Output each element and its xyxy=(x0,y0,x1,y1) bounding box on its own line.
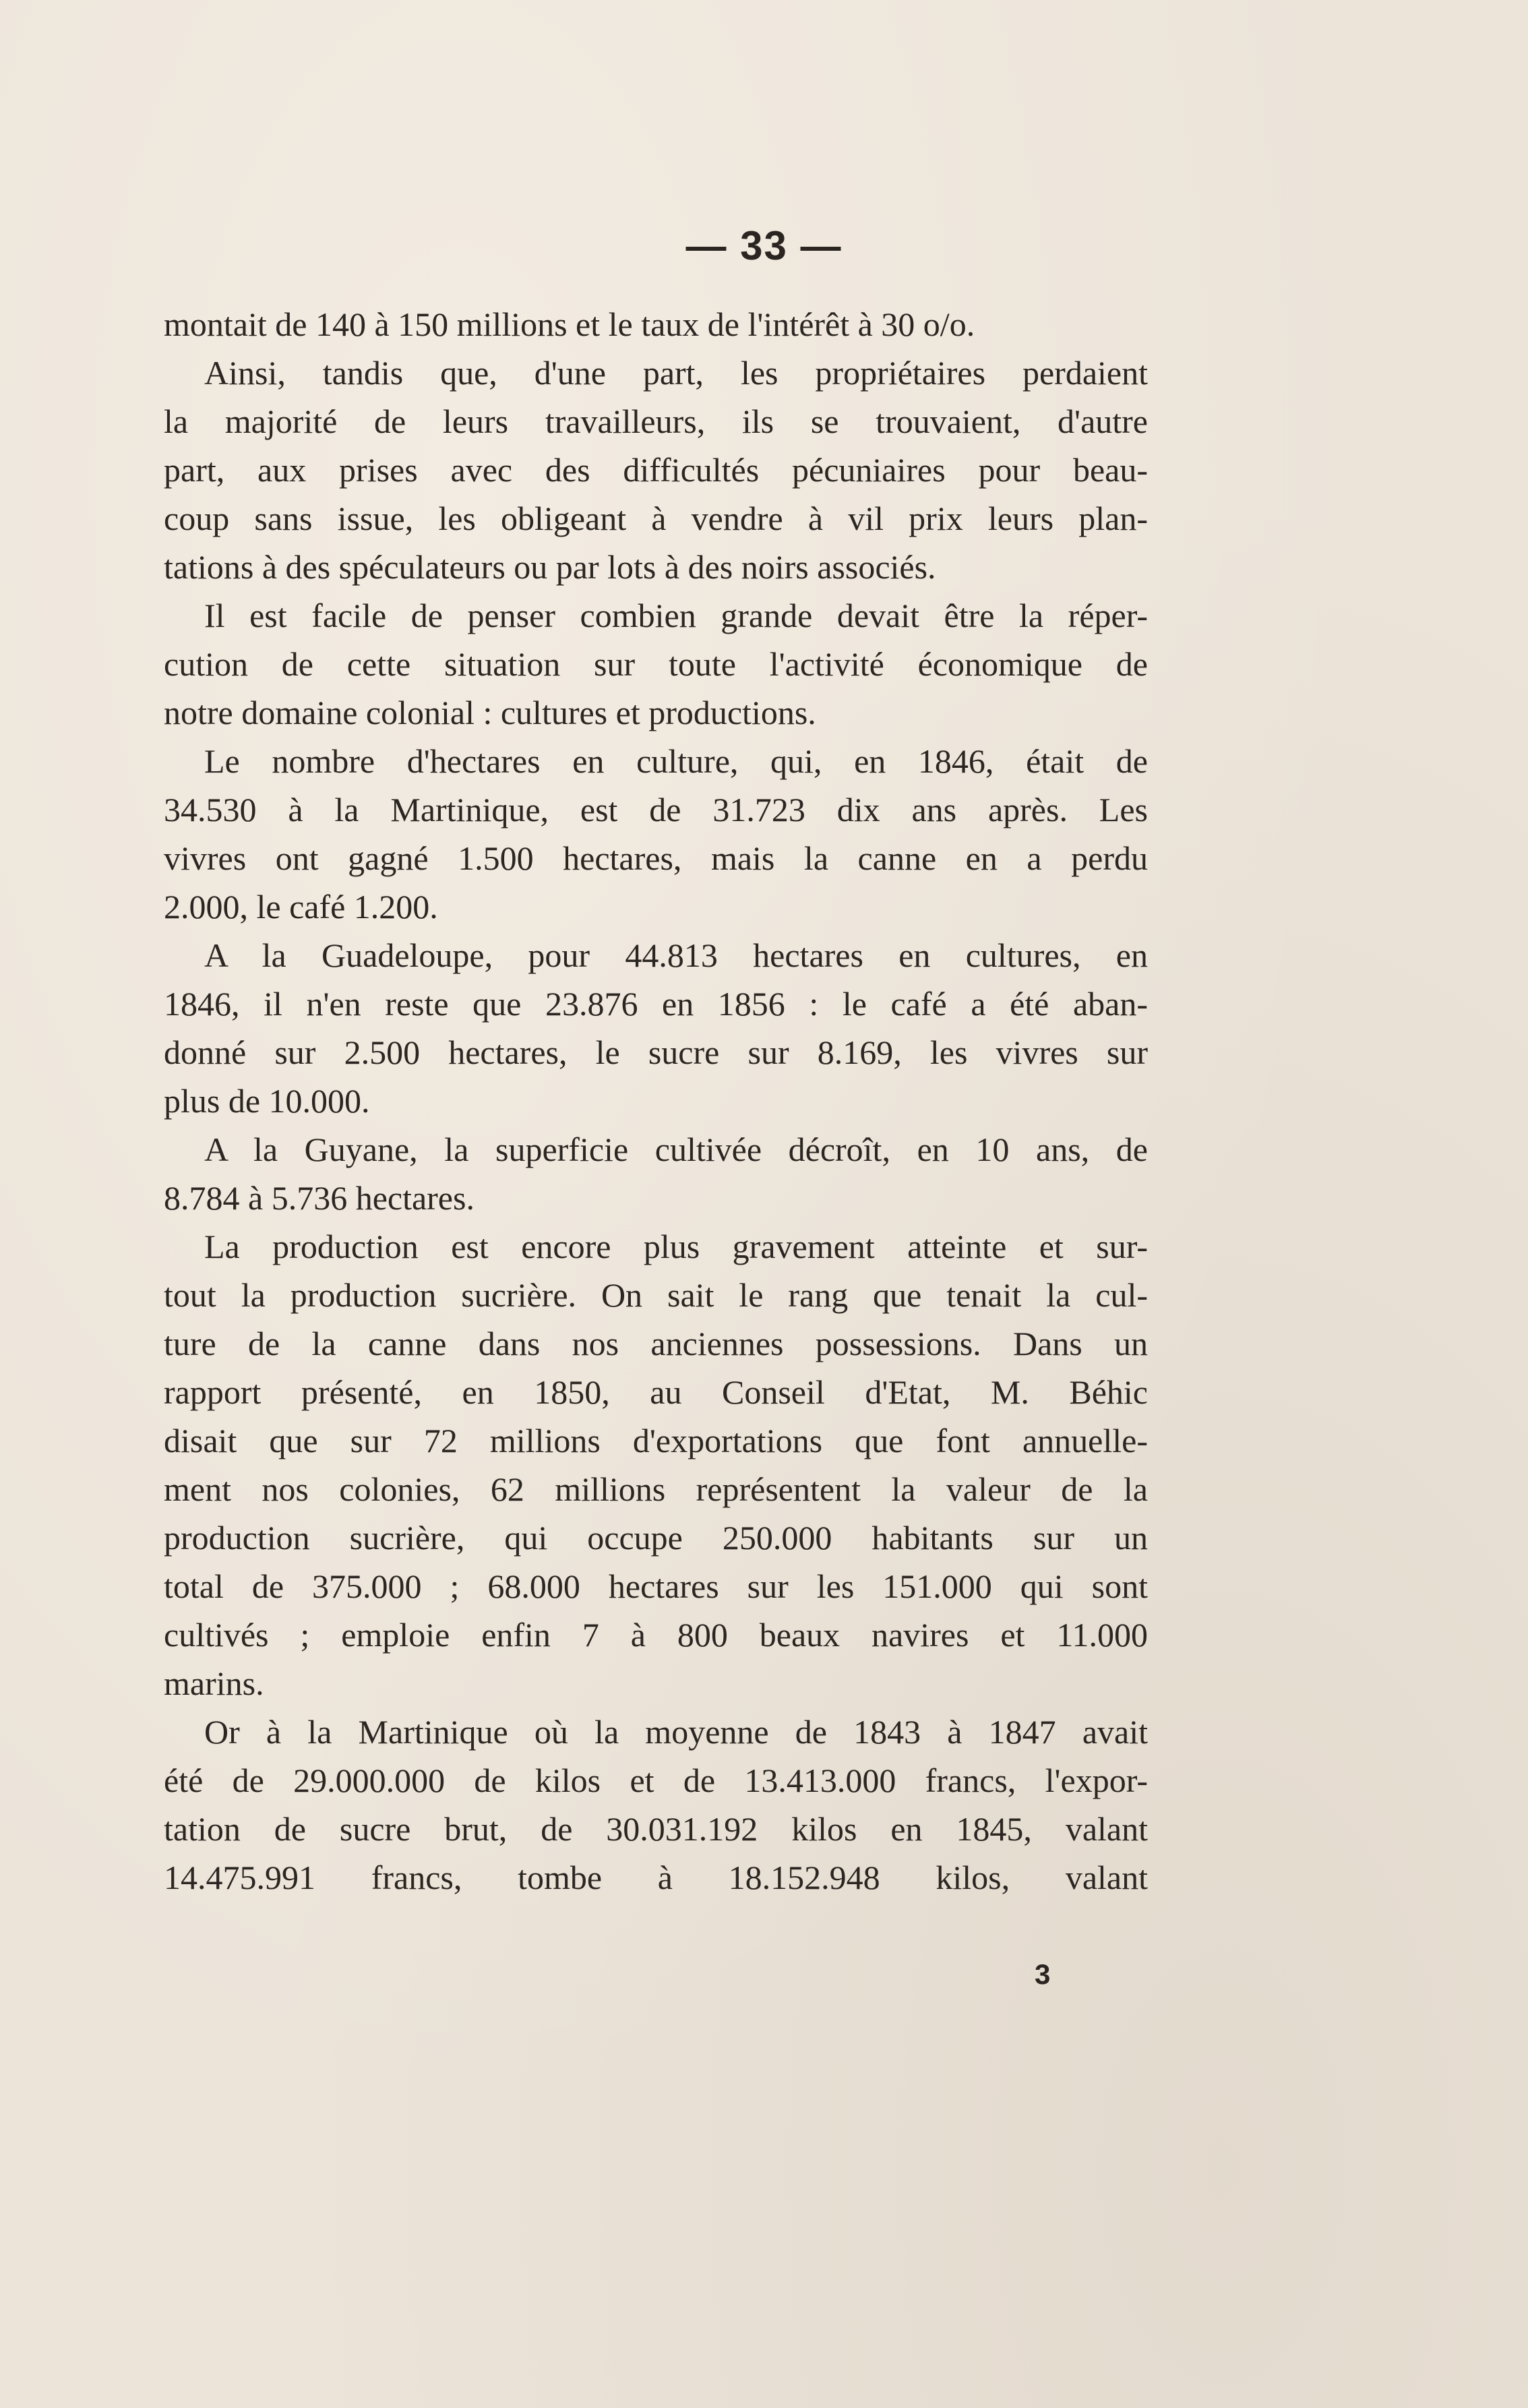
text-line: A la Guadeloupe, pour 44.813 hectares en cultures, en xyxy=(204,936,1148,974)
text-line: ment nos colonies, 62 millions représentent la valeur de la xyxy=(164,1470,1148,1508)
text-line: coup sans issue, les obligeant à vendre à vil prix leurs plan- xyxy=(164,500,1148,537)
text-line: tation de sucre brut, de 30.031.192 kilos en 1845, valant xyxy=(164,1810,1148,1848)
text-line: Ainsi, tandis que, d'une part, les propriétaires perdaient xyxy=(204,354,1148,392)
text-line: part, aux prises avec des difficultés pécuniaires pour beau- xyxy=(164,451,1148,489)
text-line: marins. xyxy=(164,1664,264,1702)
text-line: tout la production sucrière. On sait le rang que tenait la cul- xyxy=(164,1276,1148,1314)
page-number-header: — 33 — xyxy=(685,223,843,268)
text-line: montait de 140 à 150 millions et le taux de l'intérêt à 30 o/o. xyxy=(164,305,975,343)
text-line: vivres ont gagné 1.500 hectares, mais la canne en a perdu xyxy=(164,839,1148,877)
text-line: 8.784 à 5.736 hectares. xyxy=(164,1179,475,1217)
text-line: cultivés ; emploie enfin 7 à 800 beaux navires et 11.000 xyxy=(164,1616,1148,1654)
text-line: 2.000, le café 1.200. xyxy=(164,888,438,926)
text-line: la majorité de leurs travailleurs, ils se trouvaient, d'autre xyxy=(164,402,1148,440)
text-line: production sucrière, qui occupe 250.000 habitants sur un xyxy=(164,1519,1148,1557)
text-line: rapport présenté, en 1850, au Conseil d'Etat, M. Béhic xyxy=(164,1373,1148,1411)
body-text xyxy=(164,300,1148,1902)
text-line: cution de cette situation sur toute l'activité économique de xyxy=(164,645,1148,683)
text-line: donné sur 2.500 hectares, le sucre sur 8.169, les vivres sur xyxy=(164,1033,1148,1071)
text-line: tations à des spéculateurs ou par lots à des noirs associés. xyxy=(164,548,936,586)
text-line: été de 29.000.000 de kilos et de 13.413.000 francs, l'expor- xyxy=(164,1762,1148,1799)
text-line: 14.475.991 francs, tombe à 18.152.948 kilos, valant xyxy=(164,1859,1148,1896)
text-line: Or à la Martinique où la moyenne de 1843 à 1847 avait xyxy=(204,1713,1148,1751)
text-line: notre domaine colonial : cultures et productions. xyxy=(164,694,816,731)
text-line: total de 375.000 ; 68.000 hectares sur les 151.000 qui sont xyxy=(164,1567,1148,1605)
text-line: Il est facile de penser combien grande devait être la réper- xyxy=(204,597,1148,634)
text-line: A la Guyane, la superficie cultivée décroît, en 10 ans, de xyxy=(204,1131,1148,1168)
text-line: La production est encore plus gravement atteinte et sur- xyxy=(204,1228,1148,1265)
signature-mark: 3 xyxy=(1035,1958,1051,1990)
text-line: Le nombre d'hectares en culture, qui, en 1846, était de xyxy=(204,742,1148,780)
text-line: plus de 10.000. xyxy=(164,1082,370,1120)
text-line: 34.530 à la Martinique, est de 31.723 dix ans après. Les xyxy=(164,791,1148,829)
text-line: ture de la canne dans nos anciennes possessions. Dans un xyxy=(164,1325,1148,1362)
text-line: disait que sur 72 millions d'exportations que font annuelle- xyxy=(164,1422,1148,1459)
text-line: 1846, il n'en reste que 23.876 en 1856 : le café a été aban- xyxy=(164,985,1148,1023)
